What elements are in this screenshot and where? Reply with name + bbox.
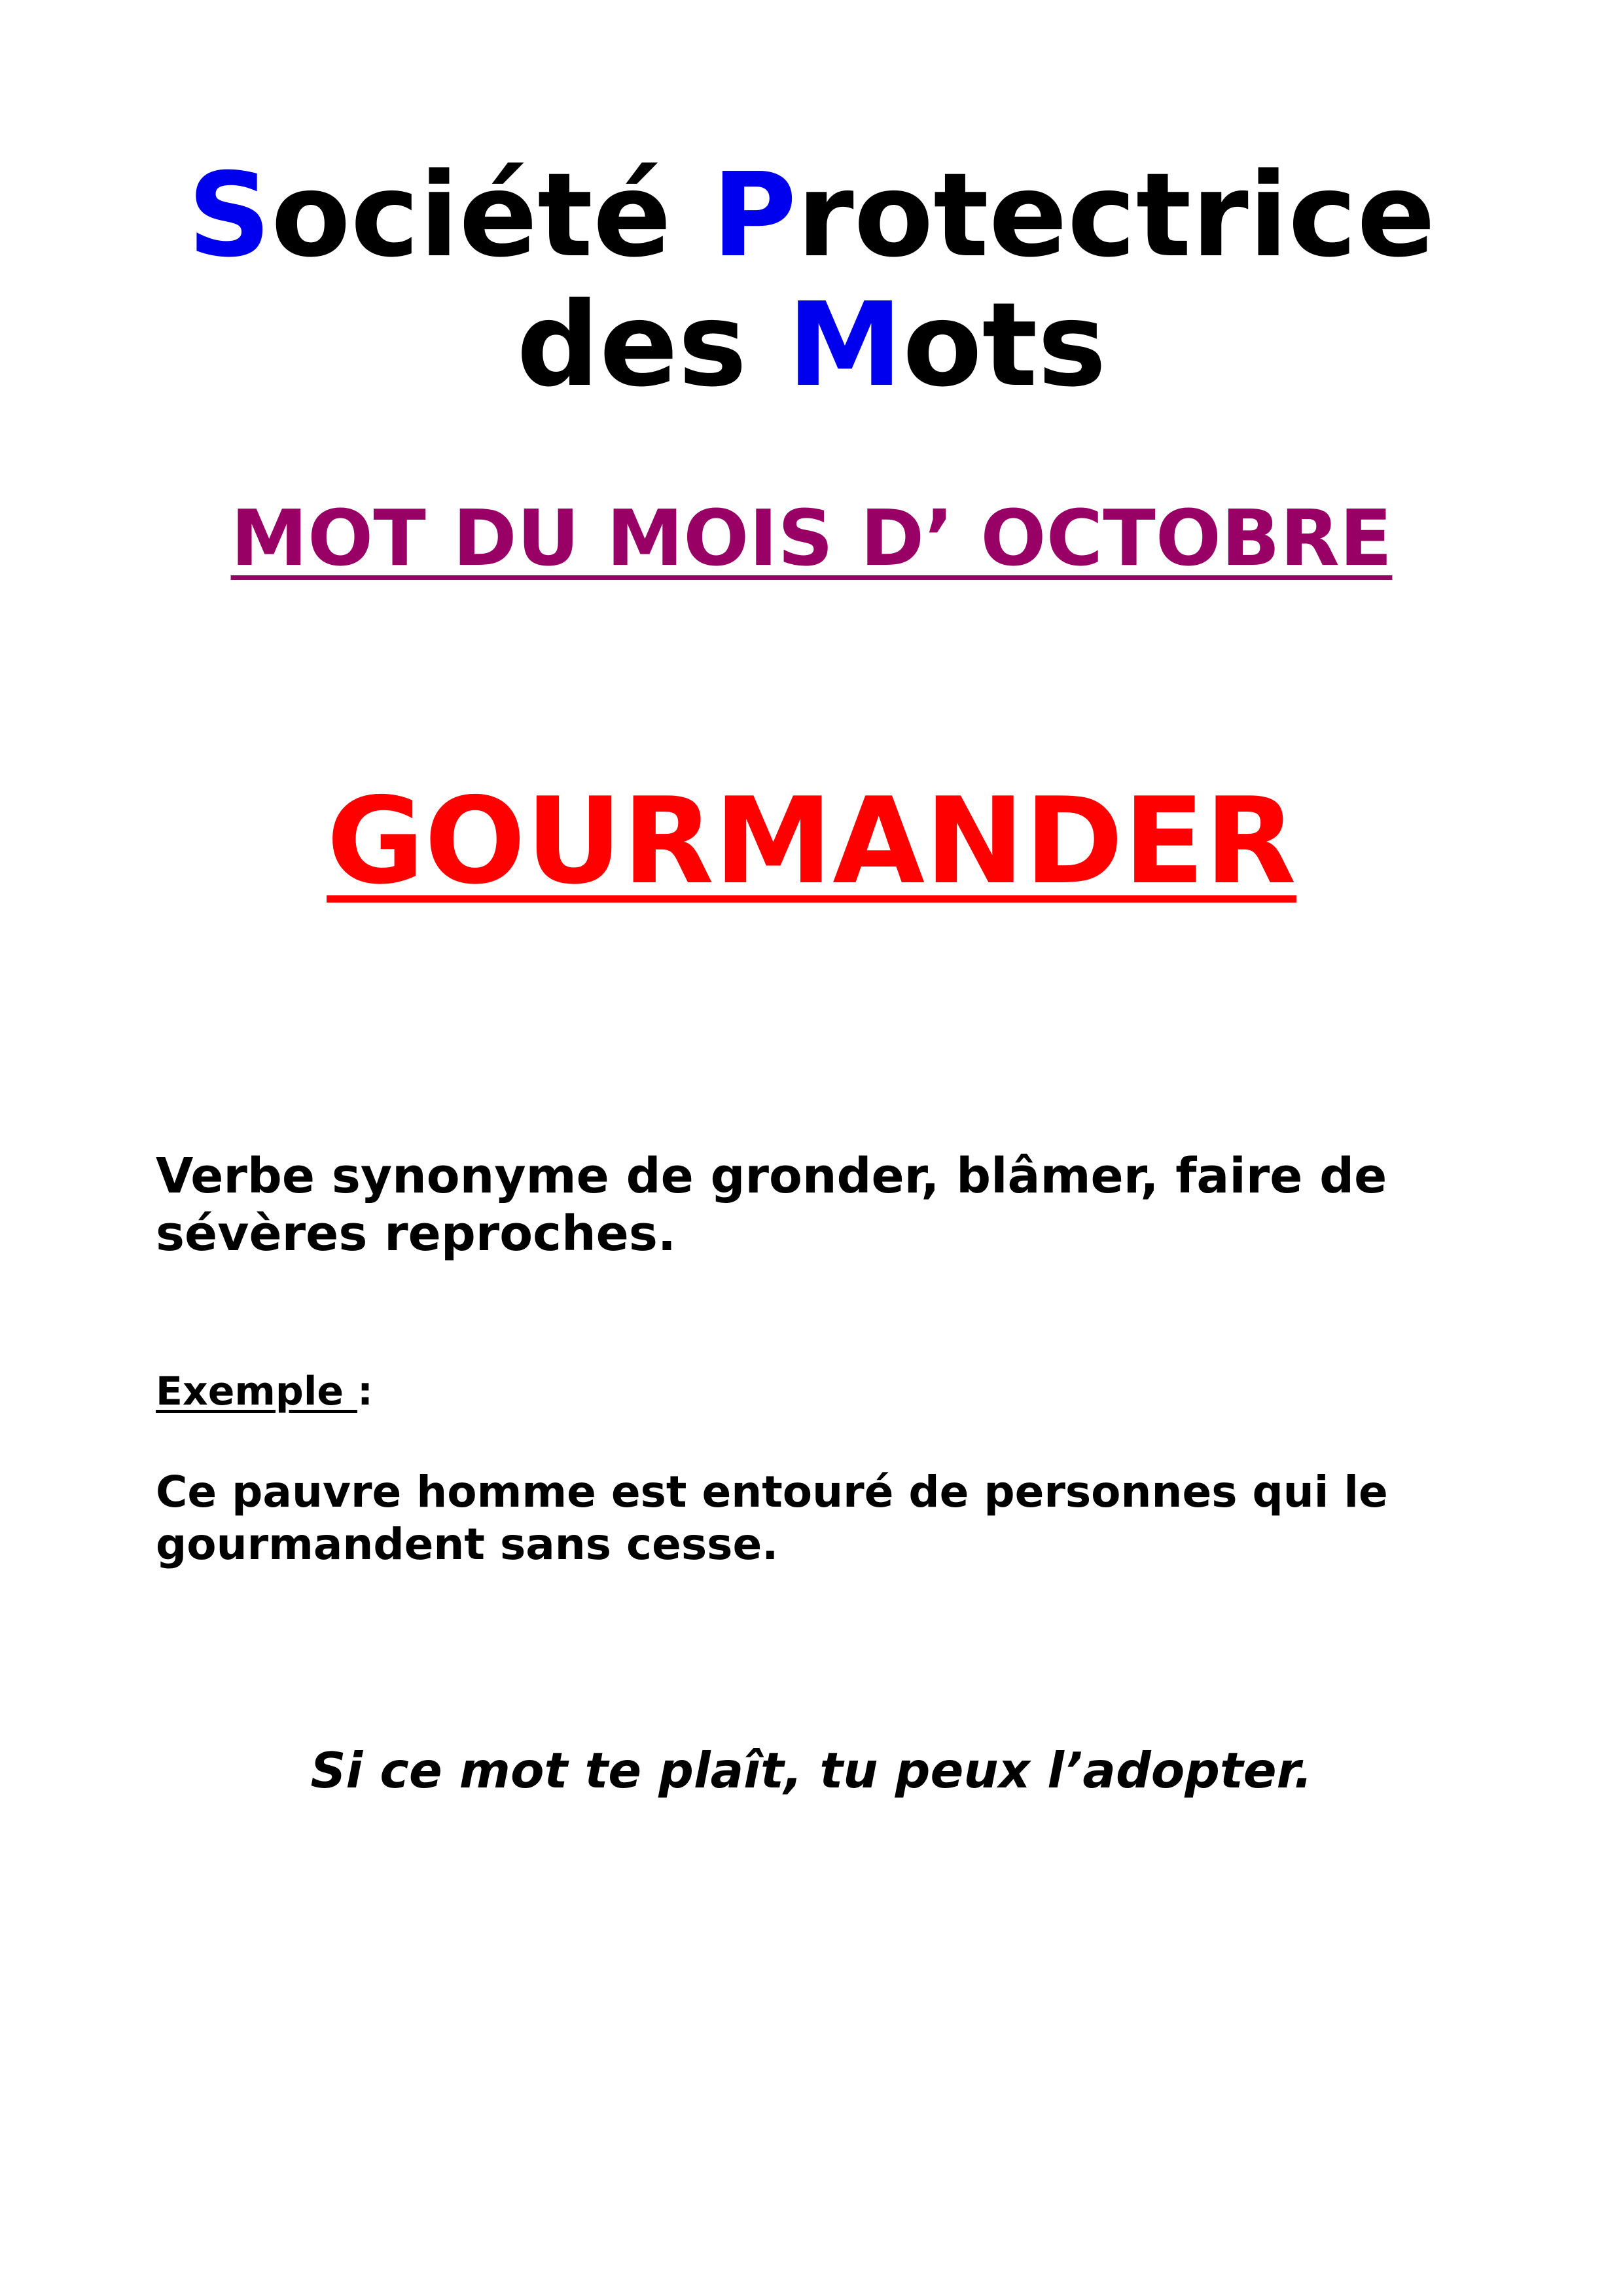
example-sentence: Ce pauvre homme est entouré de personnes qui le gourmandent sans cesse.: [156, 1467, 1388, 1570]
title-line-2: [0, 280, 1623, 410]
example-label: Exemple: [156, 1369, 357, 1414]
title-initial-p: P: [711, 148, 797, 283]
title-text-societe: ociété: [271, 148, 712, 283]
title-line-1: [0, 148, 1623, 283]
page-title: [0, 148, 1623, 412]
title-initial-m: M: [787, 278, 903, 412]
title-text-mots: ots: [902, 278, 1107, 412]
word-definition: Verbe synonyme de gronder, blâmer, faire de sévères reproches.: [156, 1148, 1387, 1262]
closing-line: Si ce mot te plaît, tu peux l’adopter.: [310, 1742, 1313, 1799]
example-heading: [156, 1368, 373, 1415]
title-initial-s: S: [187, 148, 272, 283]
title-text-des: des: [516, 278, 787, 412]
example-colon: :: [357, 1369, 373, 1414]
month-subtitle: MOT DU MOIS D’ OCTOBRE: [230, 493, 1393, 583]
word-of-month: GOURMANDER: [327, 772, 1296, 910]
title-text-protectrice: rotectrice: [796, 148, 1436, 283]
